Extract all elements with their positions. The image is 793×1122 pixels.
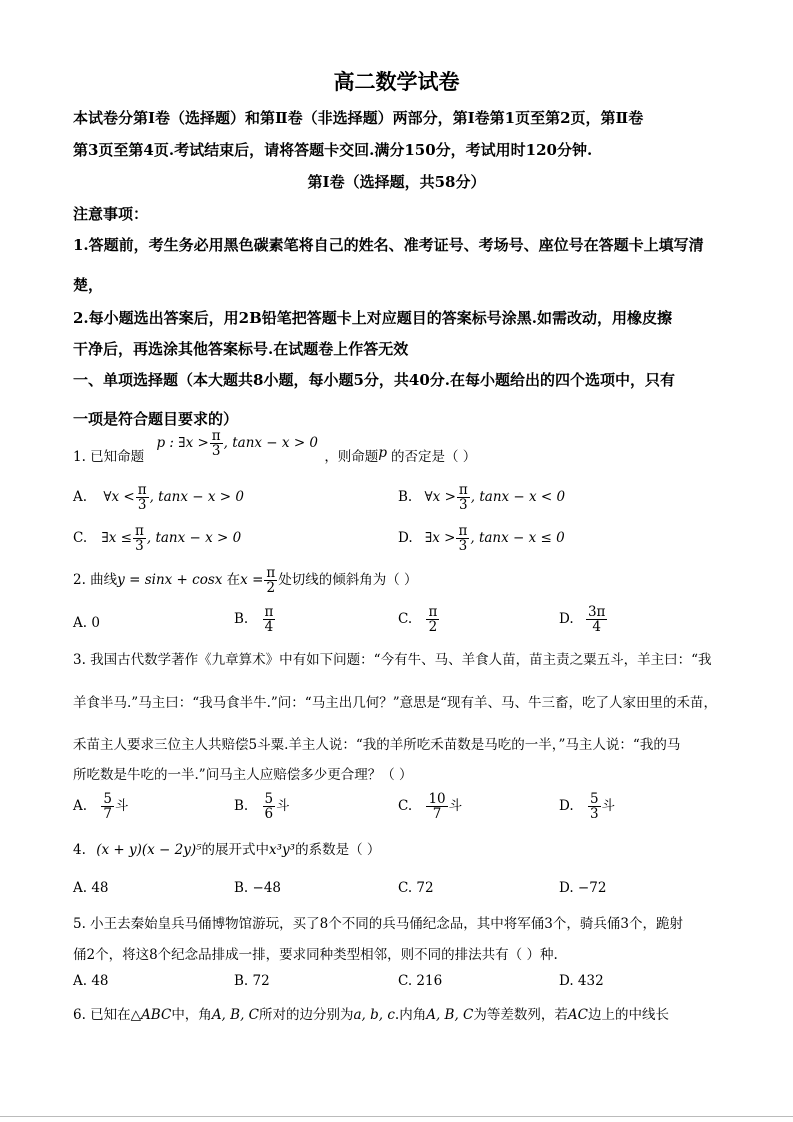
q1-p: p [378,445,387,462]
q3-option-a[interactable]: A. $\frac{5}{7}$ 斗 [73,791,129,823]
q3-line-3: 禾苗主人要求三位主人共赔偿5斗粟.羊主人说：“我的羊所吃禾苗数是马吃的一半，”马主人说：“我的马 [73,737,681,753]
q3-line-2: 羊食半马.”马主曰：“我马食半牛.”问：“马主出几何？”意思是“现有羊、马、牛三畜，吃了人家田里的禾苗， [73,695,717,711]
intro-line-2: 第3页至第4页.考试结束后，请将答题卡交回.满分150分，考试用时120分钟. [73,141,593,159]
q3-option-b[interactable]: B. $\frac{5}{6}$ 斗 [234,791,290,823]
q4-option-c[interactable]: C. 72 [398,880,434,896]
q2-curve: y = sinx + cosx [117,572,223,589]
q4-option-d[interactable]: D. −72 [559,880,607,896]
q4-option-b[interactable]: B. −48 [234,880,281,896]
q4-expression: (x + y)(x − 2y)⁵ [96,842,202,858]
q2-option-c[interactable]: C. $\frac{\pi}{2}$ [398,604,438,636]
notice-2a: 2.每小题选出答案后，用2B铅笔把答题卡上对应题目的答案标号涂黑.如需改动，用橡皮擦 [73,309,673,327]
q2-option-a[interactable]: A. 0 [73,615,100,631]
part1-heading-b: 一项是符合题目要求的） [73,410,239,428]
q5-option-b[interactable]: B. 72 [234,973,270,989]
q1-prefix: 1. 已知命题 [73,449,145,466]
q5-option-c[interactable]: C. 216 [398,973,443,989]
q3-option-c[interactable]: C. $\frac{10}{7}$ 斗 [398,791,463,823]
question-2: 2. 曲线y = sinx + cosx 在x = $\frac{\pi}{2}$ 处切线的倾斜角为（ ） [73,565,418,597]
q5-line-1: 5. 小王去秦始皇兵马俑博物馆游玩，买了8个不同的兵马俑纪念品，其中将军俑3个，骑兵俑3个，跪射 [73,916,683,932]
q1-mid: ，则命题 [324,449,379,466]
q1-suffix: 的否定是（ ） [390,449,477,466]
q2-option-d[interactable]: D. $\frac{3\pi}{4}$ [559,604,606,636]
q1-option-d[interactable]: D. ∃x > $\frac{\pi}{3}$ , tanx − x ≤ 0 [398,523,565,555]
question-6: 6. 已知在△ABC中，角A, B, C所对的边分别为a, b, c.内角A, B, C为等差数列，若AC边上的中线长 [73,1007,669,1023]
q3-line-1: 3. 我国古代数学著作《九章算术》中有如下问题：“今有牛、马、羊食人苗，苗主责之粟五斗，羊主曰：“我 [73,652,712,668]
q1-proposition: p : ∃x > $\frac{\pi}{3}$ , tanx − x > 0 [156,428,319,460]
q1-option-b[interactable]: B. ∀x > $\frac{\pi}{3}$ , tanx − x < 0 [398,482,566,514]
q5-line-2: 俑2个，将这8个纪念品排成一排，要求同种类型相邻，则不同的排法共有（ ）种. [73,947,558,963]
page-title: 高二数学试卷 [333,69,460,94]
q4-term: x³y³ [269,842,296,858]
question-4: 4. (x + y)(x − 2y)⁵的展开式中x³y³的系数是（ ） [73,842,381,858]
part1-heading-a: 一、单项选择题（本大题共8小题，每小题5分，共40分.在每小题给出的四个选项中，只有 [73,371,675,389]
question-1 [73,428,477,472]
page-bottom-rule [0,1116,793,1117]
q4-option-a[interactable]: A. 48 [73,880,109,896]
q3-option-d[interactable]: D. $\frac{5}{3}$ 斗 [559,791,616,823]
q3-line-4: 所吃数是牛吃的一半.”问马主人应赔偿多少更合理？（ ） [73,767,413,783]
q5-option-a[interactable]: A. 48 [73,973,109,989]
q2-option-b[interactable]: B. $\frac{\pi}{4}$ [234,604,274,636]
q5-option-d[interactable]: D. 432 [559,973,604,989]
notice-title: 注意事项： [73,205,149,223]
q1-option-c[interactable]: C. ∃x ≤ $\frac{\pi}{3}$ , tanx − x > 0 [73,523,242,555]
section-heading: 第Ⅰ卷（选择题，共58分） [307,173,486,191]
intro-line-1: 本试卷分第Ⅰ卷（选择题）和第Ⅱ卷（非选择题）两部分，第Ⅰ卷第1页至第2页，第Ⅱ卷 [73,109,644,127]
notice-1a: 1.答题前，考生务必用黑色碳素笔将自己的姓名、准考证号、考场号、座位号在答题卡上填写清 [73,236,704,254]
notice-2b: 干净后，再选涂其他答案标号.在试题卷上作答无效 [73,340,409,358]
notice-1b: 楚， [73,276,104,294]
q1-option-a[interactable]: A. ∀x < $\frac{\pi}{3}$ , tanx − x > 0 [73,482,244,514]
